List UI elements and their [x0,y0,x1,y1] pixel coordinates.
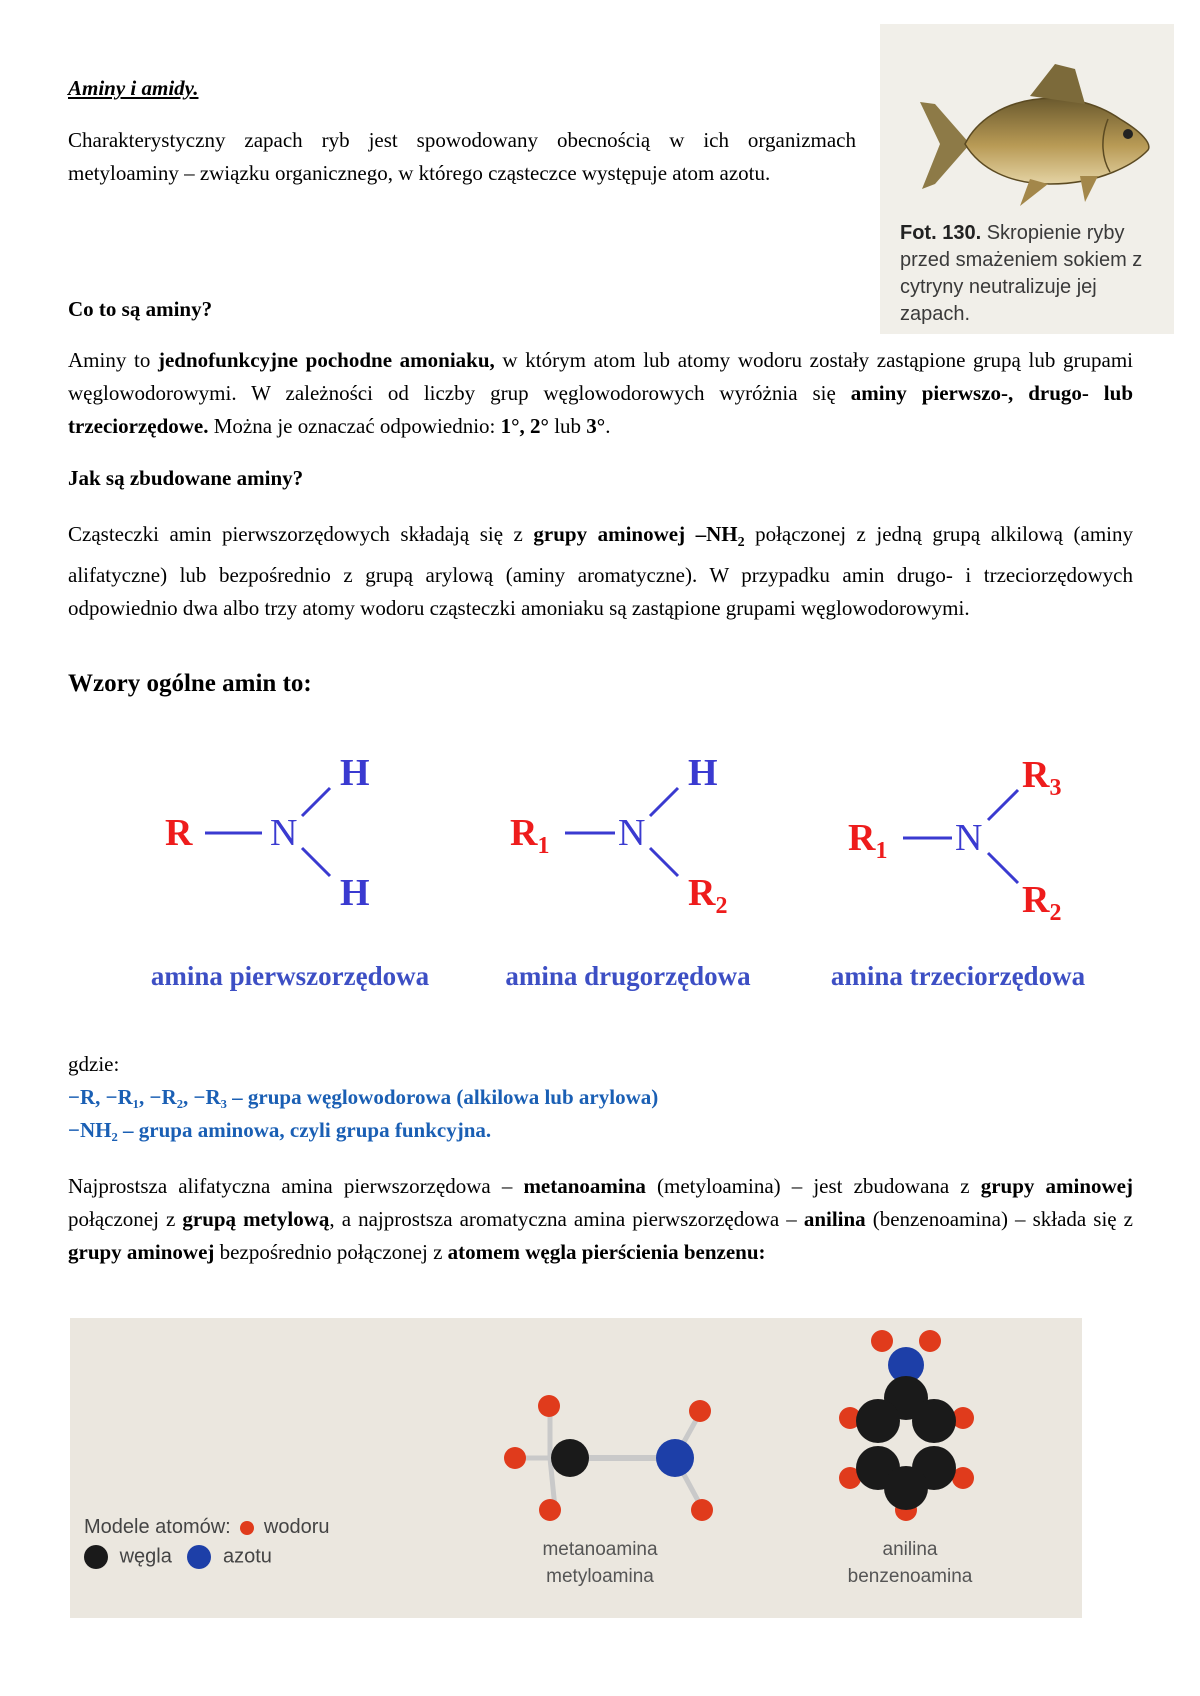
legend-line2-symbols: −NH₂ [68,1118,118,1142]
formula-secondary [505,752,751,991]
question-what-are-amines: Co to są aminy? [68,297,213,321]
p3-bold-d: grupy aminowej [980,1174,1133,1198]
p1-bold-h: 3° [586,414,606,438]
p1-text-e: Można je oznaczać odpowiednio: [208,414,501,438]
formula-secondary-bottom: $R_2$ [688,872,728,919]
molecular-models-panel [70,1318,1082,1618]
photo-caption [900,220,1162,328]
formula-secondary-top: H [688,752,718,794]
legend-carbon: węgla [119,1545,172,1568]
carbon-dot-icon [84,1545,108,1569]
hydrogen-atom [538,1395,560,1417]
hydrogen-atom [689,1400,711,1422]
aniline-alt-name: benzenoamina [847,1566,973,1587]
methylamine-alt-name: metyloamina [546,1566,654,1587]
formula-tertiary-left: $R_1$ [848,817,888,864]
bond [988,853,1018,883]
hydrogen-atom [539,1499,561,1521]
carbon-atom [856,1399,900,1443]
legend-line-amino [68,1114,491,1147]
question-how-are-amines-built: Jak są zbudowane aminy? [68,466,304,490]
p1-text-a: Aminy to [68,348,158,372]
bond [650,788,678,816]
legend-row-1 [84,1516,364,1539]
p2-bold-b: grupy aminowej –NH [533,522,738,546]
legend-row-2 [84,1545,364,1569]
hydrogen-atom [871,1330,893,1352]
nitrogen-atom [656,1439,694,1477]
p3-bold-b: metanoamina [523,1174,646,1198]
methylamine-name: metanoamina [542,1539,658,1560]
fish-photo [880,24,1174,334]
carbon-atom [912,1399,956,1443]
p1-bold-f: 1°, 2° [500,414,549,438]
intro-paragraph: Charakterystyczny zapach ryb jest spowodowany obecnością w ich organizmach metyloaminy – związku organicznego, w którego cząsteczce występuje atom azotu. [68,128,856,185]
p3-text-a: Najprostsza alifatyczna amina pierwszorzędowa – [68,1174,524,1198]
photo-caption-text: Skropienie ryby przed smażeniem sokiem z cytryny neutralizuje jej zapach. [900,222,1143,325]
nitrogen-dot-icon [187,1545,211,1569]
carbon-atom [884,1466,928,1510]
atom-legend [84,1516,364,1569]
p1-text-g: lub [548,414,587,438]
definition-paragraph [68,344,1133,443]
formula-tertiary-bottom: $R_2$ [1022,879,1062,926]
carbon-atom [551,1439,589,1477]
photo-caption-label: Fot. 130. [900,222,982,244]
p3-bold-j: grupy aminowej [68,1240,215,1264]
where-label: gdzie: [68,1052,120,1076]
legend-hydrogen: wodoru [263,1516,330,1538]
bond [302,788,330,816]
formula-primary [151,752,430,991]
formulas-heading: Wzory ogólne amin to: [68,670,312,697]
hydrogen-atom [691,1499,713,1521]
formula-primary-left: R [165,812,193,854]
p2-subscript: 2 [737,535,745,551]
legend-line1-symbols: −R, −R₁, −R₂, −R₃ [68,1085,227,1109]
formula-primary-label: amina pierwszorzędowa [150,961,430,991]
hydrogen-atom [919,1330,941,1352]
formula-tertiary-label: amina trzeciorzędowa [830,961,1086,991]
hydrogen-atom [504,1447,526,1469]
p2-text-a: Cząsteczki amin pierwszorzędowych składają się z [68,522,534,546]
fish-illustration [880,24,1174,214]
p3-text-k: bezpośrednio połączonej z [214,1240,448,1264]
structure-paragraph [68,518,1133,625]
p1-text-i: . [605,414,611,438]
methylamine-model [504,1395,713,1521]
formula-tertiary-top: $R_3$ [1022,754,1062,801]
formula-primary-center: N [270,812,298,854]
hydrogen-dot-icon [240,1521,254,1535]
bond [988,790,1018,820]
legend-line1-text: – grupa węglowodorowa (alkilowa lub arylowa) [232,1085,659,1109]
aniline-name: anilina [882,1539,938,1560]
formula-secondary-center: N [618,812,646,854]
aniline-label [830,1536,990,1590]
bond [302,848,330,876]
formula-primary-bottom: H [340,872,370,914]
p2-text-c: połączonej z jedną grupą alkilową (aminy alifatyczne) lub bezpośrednio z grupą arylową (aminy aromatyczne). W przypadku amin drugo- i trzeciorzędowych odpowiednio dwa albo trzy atomy wodoru cząsteczki amoniaku są zastąpione grupami węglowodorowymi. [68,522,1133,621]
p3-bold-l: atomem węgla pierścienia benzenu: [447,1240,766,1264]
methylamine-label [515,1536,685,1590]
formula-tertiary [831,754,1086,991]
p3-text-i: (benzenoamina) – składa się z [865,1207,1133,1231]
p3-bold-h: anilina [803,1207,866,1231]
formula-primary-top: H [340,752,370,794]
legend-nitrogen: azotu [222,1545,272,1568]
formula-tertiary-center: N [955,817,983,859]
amine-formulas-diagram [0,740,1200,1020]
p3-bold-f: grupą metylową [182,1207,330,1231]
simplest-amines-paragraph [68,1170,1133,1269]
formula-secondary-label: amina drugorzędowa [505,961,751,991]
legend-title: Modele atomów: [84,1516,231,1538]
p1-text-c: w którym atom lub atomy wodoru zostały zastąpione grupą lub grupami węglowodorowymi. W zależności od liczby grup węglowodorowych wyróżnia się [68,348,1133,405]
p3-text-g: , a najprostsza aromatyczna amina pierwszorzędowa – [329,1207,804,1231]
aniline-model [839,1330,974,1521]
p3-text-c: (metyloamina) – jest zbudowana z [645,1174,981,1198]
legend-line-hydrocarbon [68,1081,658,1114]
p1-bold-b: jednofunkcyjne pochodne amoniaku, [157,348,495,372]
bond [650,848,678,876]
legend-line2-text: – grupa aminowa, czyli grupa funkcyjna. [123,1118,492,1142]
document-title: Aminy i amidy. [68,76,199,100]
formula-secondary-left: $R_1$ [510,812,550,859]
p1-bold-d: aminy pierwszo-, drugo- lub trzeciorzędowe. [68,381,1133,438]
p3-text-e: połączonej z [68,1207,183,1231]
